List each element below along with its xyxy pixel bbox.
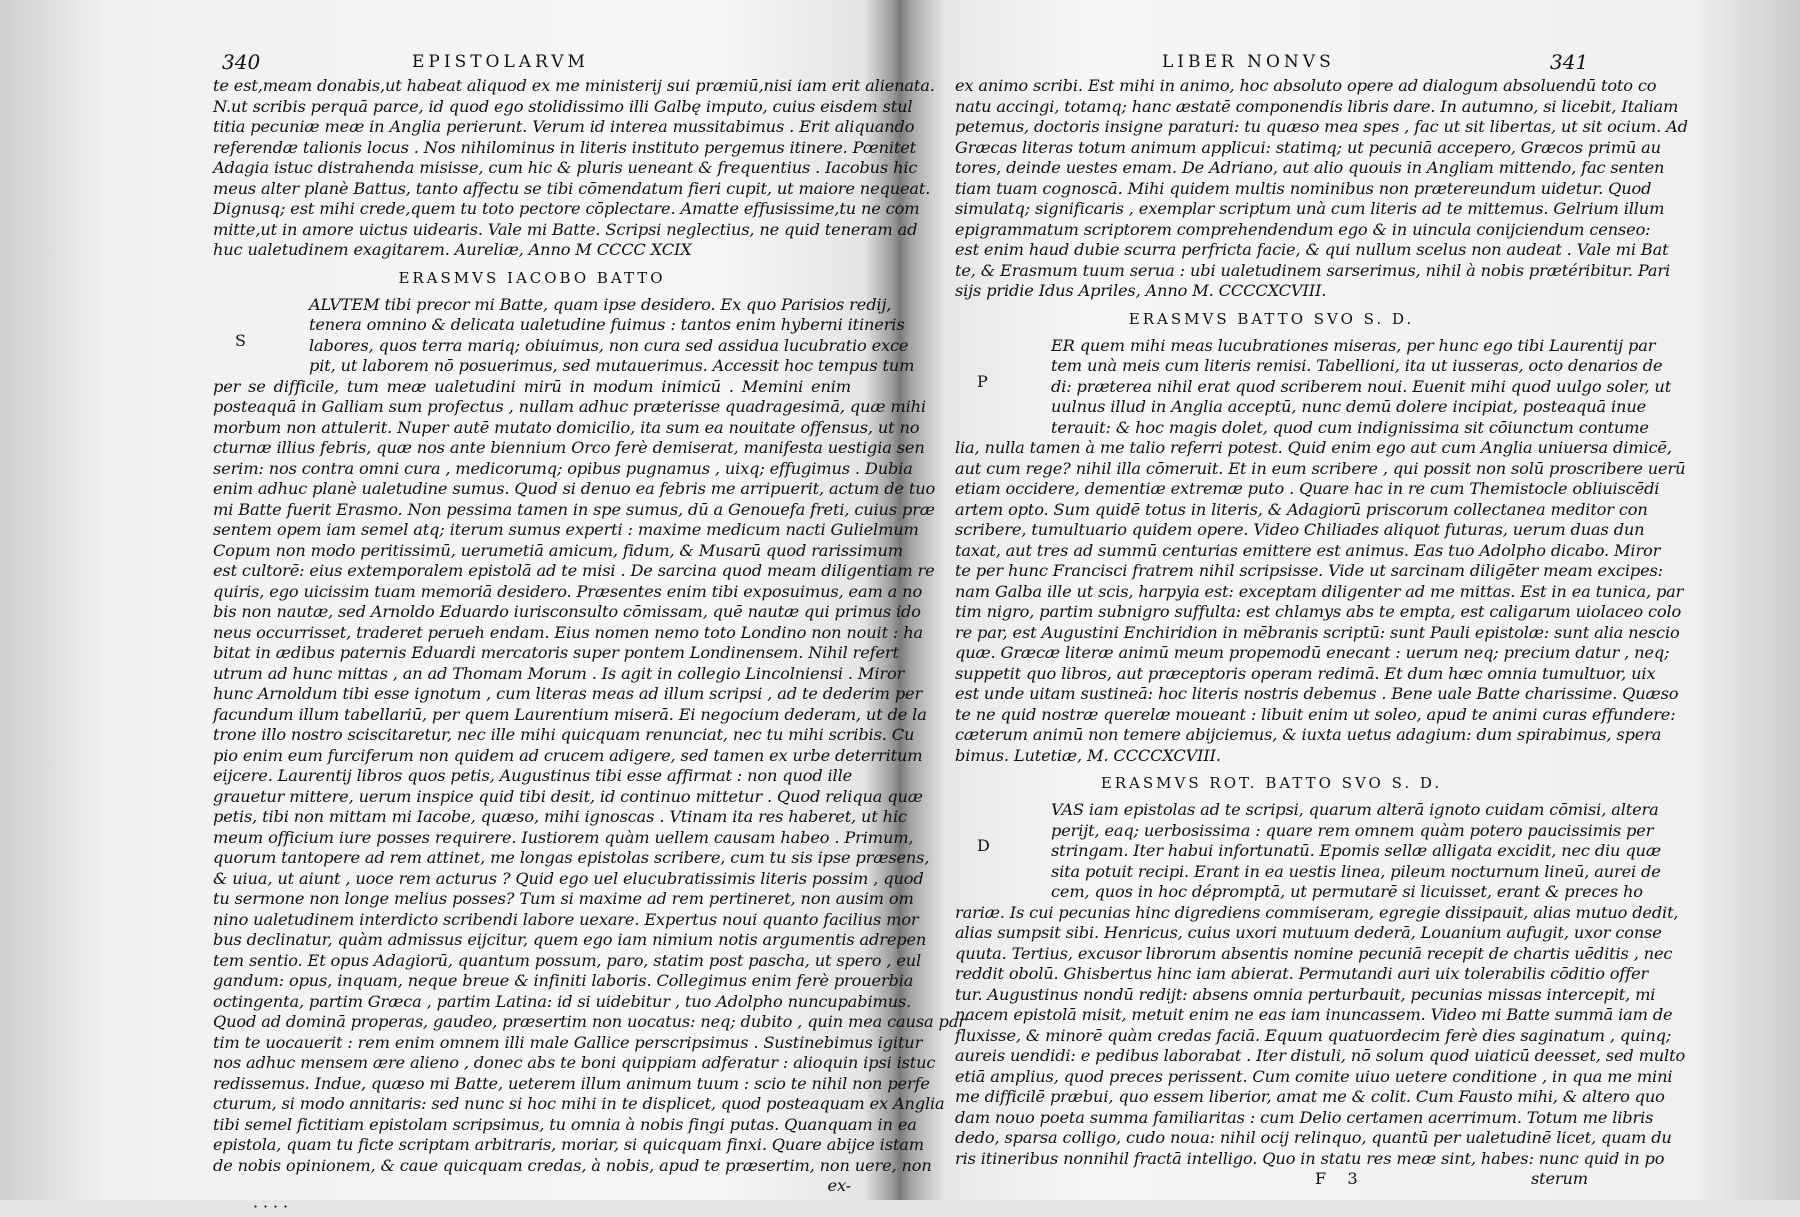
page-number-left: 340 (222, 50, 260, 74)
drop-capital: D (977, 836, 990, 857)
text-line: uulnus illud in Anglia acceptū, nunc demū dolere incipiat, posteaquā inue (955, 397, 1588, 418)
running-head-left: EPISTOLARVM (412, 52, 589, 72)
text-line: quæ. Græcæ literæ animū meum propemodū enecant : uerum neq; precium datur , neq; (955, 643, 1588, 664)
text-line: alias sumpsit sibi. Henricus, cuius uxori mutuum dederā, Louanium aufugit, uxor conse (955, 923, 1588, 944)
text-line: tiam tuam cognoscā. Mihi quidem multis nominibus non prætereundum uidetur. Quod (955, 179, 1588, 200)
text-line: morbum non attulerit. Nuper autē mutato domicilio, ita sum ea nouitate offensus, ut no (213, 418, 851, 439)
text-line: bitat in ædibus paternis Eduardi mercatoris super pontem Londinensem. Nihil refert (213, 643, 851, 664)
text-line: facundum illum tabellariū, per quem Laurentium miserā. Ei negocium dederam, ut de la (213, 705, 851, 726)
text-line: enim adhuc planè ualetudine sumus. Quod si denuo ea febris me arripuerit, actum de tuo (213, 479, 851, 500)
left-text-block (213, 76, 851, 1217)
text-line: dam nouo poeta summa familiaritas : cum Delio certamen acerrimum. Totum me libris (955, 1108, 1588, 1129)
text-line: sita potuit recipi. Erant in ea uestis linea, pileum nocturnum lineū, aurei de (955, 862, 1588, 883)
right-text-block (955, 76, 1588, 1190)
text-line: taxat, aut tres ad summū centurias emittere est animus. Eas tuo Adolpho dicabo. Miror (955, 541, 1588, 562)
text-line: labores, quos terra mariq; obiuimus, non cura sed assidua lucubratio exce (213, 336, 851, 357)
text-line: est enim haud dubie scurra perfricta facie, & qui nullum scelus non audeat . Vale mi Bat (955, 240, 1588, 261)
text-line: petemus, doctoris insigne paraturi: tu quæso mea spes , fac ut sit libertas, ut sit ocium. Ad (955, 117, 1588, 138)
text-line: rariæ. Is cui pecunias hinc digrediens commiseram, egregie dissipauit, alias mutuo dedit, (955, 903, 1588, 924)
text-line: di: præterea nihil erat quod scriberem noui. Euenit mihi quod uulgo soler, ut (955, 377, 1588, 398)
text-line: trone illo nostro sciscitaretur, nec ille mihi quicquam renunciat, nec tu mihi scribis. Cu (213, 725, 851, 746)
text-line: me difficilē præbui, quo essem liberior, amat me & colit. Cum Fausto mihi, & altero quo (955, 1087, 1588, 1108)
text-line: epistola, quam tu ficte scriptam arbitraris, moriar, si quicquam finxi. Quare abijce istam (213, 1135, 851, 1156)
text-line: te ne quid nostræ querelæ moueant : libuit enim ut soleo, apud te animi curas effundere: (955, 705, 1588, 726)
text-line: pio enim eum furciferum non quidem ad crucem adigere, sed tamen ex urbe deterritum (213, 746, 851, 767)
text-line: tim nigro, partim subnigro suffulta: est chlamys abs te empta, est caligarum uiolaceo colo (955, 602, 1588, 623)
text-line: est cultorē: eius extemporalem epistolā ad te misi . De sarcina quod meam diligentiam re (213, 561, 851, 582)
text-line: simulatq; significaris , exemplar scriptum unà cum literis ad te mittemus. Gelrium illum (955, 199, 1588, 220)
catchword: ex- (213, 1176, 851, 1197)
text-line: Quod ad dominā properas, gaudeo, præsertim non uocatus: neq; dubito , quin mea causa par (213, 1012, 851, 1033)
text-line: tur. Augustinus nondū redijt: absens omnia perturbauit, pecunias missas intercepit, mi (955, 985, 1588, 1006)
text-line: referendæ talionis locus . Nos nihilominus in literis instituto pergemus itinere. Pœnitet (213, 138, 851, 159)
text-line: meus alter planè Battus, tanto affectu se tibi cōmendatum fieri cupit, ut maiore nequeat. (213, 179, 851, 200)
text-line: cem, quos in hoc dépromptā, ut permutarē si licuisset, erant & preces ho (955, 882, 1588, 903)
text-line: fluxisse, & minorē quàm credas faciā. Equum quatuordecim ferè dies saginatum , quinq; (955, 1026, 1588, 1047)
text-line: pit, ut laborem nō posuerimus, sed mutauerimus. Accessit hoc tempus tum (213, 356, 851, 377)
page-number-right: 341 (1550, 50, 1588, 74)
text-line: Græcas literas totum animum applicui: statimq; ut pecuniā accepero, Græcos primū au (955, 138, 1588, 159)
text-line: natu accingi, totamq; hanc æstatē componendis libris dare. In autumno, si licebit, Italiam (955, 97, 1588, 118)
text-line: ris itineribus nonnihil fractā intelligo. Quo in statu res meæ sint, habes: nunc quid in po (955, 1149, 1588, 1170)
text-line: sijs pridie Idus Apriles, Anno M. CCCCXCVIII. (955, 281, 1588, 302)
text-line: te est,meam donabis,ut habeat aliquod ex me ministerij sui præmiū,nisi iam erit alienata. (213, 76, 851, 97)
letter-heading: ERASMVS BATTO SVO S. D. (955, 302, 1588, 336)
text-line: gandum: opus, inquam, neque breue & infiniti laboris. Collegimus enim ferè prouerbia (213, 971, 851, 992)
text-line: redissemus. Indue, quæso mi Batte, ueterem illum animum tuum : scio te nihil non perfe (213, 1074, 851, 1095)
text-line: te per hunc Francisci fratrem nihil scripsisse. Vide ut sarcinam diligēter meam excipes: (955, 561, 1588, 582)
text-line: nos adhuc mensem ære alieno , donec abs te boni quippiam adferatur : alioquin ipsi istuc (213, 1053, 851, 1074)
text-line: bis non nautæ, sed Arnoldo Eduardo iurisconsulto cōmissam, quē nautæ qui primus ido (213, 602, 851, 623)
text-line: tem unà meis cum literis remisi. Tabellioni, ita ut iusseras, octo denarios de (955, 356, 1588, 377)
text-line: re par, est Augustini Enchiridion in mēbranis scriptū: sunt Pauli epistolæ: sunt alia nescio (955, 623, 1588, 644)
text-line: octingenta, partim Græca , partim Latina: id si uidebitur , tuo Adolpho nuncupabimus. (213, 992, 851, 1013)
text-line: tim te uocauerit : rem enim omnem illi male Gallice perscripsimus . Sustinebimus igitur (213, 1033, 851, 1054)
text-line: huc ualetudinem exagitarem. Aureliæ, Anno M CCCC XCIX (213, 240, 851, 261)
text-line: petis, tibi non mittam mi Iacobe, quæso, mihi ignoscas . Vtinam ita res haberet, ut hic (213, 807, 851, 828)
text-line: etiam occidere, dementiæ extremæ puto . Quare hac in re cum Themistocle obliuiscēdi (955, 479, 1588, 500)
text-line: titia pecuniæ meæ in Anglia perierunt. Verum id interea mussitabimus . Erit aliquando (213, 117, 851, 138)
text-line: nacem epistolā misit, metuit enim ne eas iam inuncassem. Video mi Batte summā iam de (955, 1005, 1588, 1026)
text-line: serim: nos contra omni cura , medicorumq; opibus pugnamus , uixq; effugimus . Dubia (213, 459, 851, 480)
text-line: hunc Arnoldum tibi esse ignotum , cum literas meas ad illum scripsi , ad te dederim per (213, 684, 851, 705)
text-line: nino ualetudinem interdicto scribendi labore uexare. Expertus noui quanto facilius mor (213, 910, 851, 931)
drop-capital: S (235, 331, 246, 352)
text-line: de nobis opinionem, & caue quicquam credas, à nobis, apud te præsertim, non uere, non (213, 1156, 851, 1177)
text-line: cæterum animū non temere abijciemus, & iuxta uetus adagium: dum spirabimus, spera (955, 725, 1588, 746)
text-line: mi Batte fuerit Erasmo. Non pessima tamen in spe sumus, dū a Genouefa freti, cuius præ (213, 500, 851, 521)
text-line: nam Galba ille ut scis, harpyia est: exceptam diligenter ad me mittas. Est in ea tunica, par (955, 582, 1588, 603)
text-line: te, & Erasmum tuum serua : ubi ualetudinem sarserimus, nihil à nobis prætéribitur. Pari (955, 261, 1588, 282)
text-line: tu sermone non longe melius posses? Tum si maxime ad rem pertineret, non ausim om (213, 889, 851, 910)
text-line: cturum, si modo annitaris: sed nunc si hoc mihi in te displicet, quod posteaquam ex Anglia (213, 1094, 851, 1115)
text-line: ALVTEM tibi precor mi Batte, quam ipse desidero. Ex quo Parisios redij, (213, 295, 851, 316)
text-line: quiris, ego uicissim tuam memoriā desidero. Præsentes enim tibi exposuimus, eam a no (213, 582, 851, 603)
catchword: sterum (1531, 1169, 1588, 1190)
text-line: mitte,ut in amore uictus uidearis. Vale mi Batte. Scripsi neglectius, ne quid teneram ad (213, 220, 851, 241)
text-line: bimus. Lutetiæ, M. CCCCXCVIII. (955, 746, 1588, 767)
text-line: utrum ad hunc mittas , an ad Thomam Morum . Is agit in collegio Lincolniensi . Miror (213, 664, 851, 685)
running-head-right: LIBER NONVS (1162, 52, 1335, 72)
text-line: tores, deinde uestes emam. De Adriano, aut alio quouis in Angliam mittendo, fac senten (955, 158, 1588, 179)
text-line: Adagia istuc distrahenda misisse, cum hic & pluris ueneant & frequentius . Iacobus hic (213, 158, 851, 179)
drop-capital: P (977, 372, 988, 393)
text-line: per se difficile, tum meæ ualetudini mirū in modum inimicū . Memini enim (213, 377, 851, 398)
text-line: grauetur mittere, uerum inspice quid tibi desit, id continuo mittetur . Quod reliqua quæ (213, 787, 851, 808)
text-line: etiā amplius, quod preces perissent. Cum comite uiuo uetere conditione , in qua me mini (955, 1067, 1588, 1088)
text-line: artem opto. Sum quidē totus in literis, & Adagiorū priscorum collectanea meditor con (955, 500, 1588, 521)
text-line: meum officium iure posses requirere. Iustiorem quàm uellem causam habeo . Primum, (213, 828, 851, 849)
bottom-marks: · · · · (213, 1197, 851, 1217)
text-line: stringam. Iter habui infortunatū. Epomis sellæ alligata excidit, nec diu quæ (955, 841, 1588, 862)
text-line: scribere, tumultuario quidem opere. Video Chiliades aliquot futuras, uerum duas dun (955, 520, 1588, 541)
text-line: neus occurrisset, traderet perueh endam. Eius nomen nemo toto Londino non nouit : ha (213, 623, 851, 644)
right-page (900, 0, 1800, 1200)
text-line: aureis uendidi: e pedibus laborabat . Iter distuli, nō solum quod uiaticū deesset, sed multo (955, 1046, 1588, 1067)
text-line: terauit: & hoc magis dolet, quod cum indignissima sit cōiunctum contume (955, 418, 1588, 439)
text-line: sentem opem iam semel atq; iterum sumus experti : maxime medicum nacti Gulielmum (213, 520, 851, 541)
text-line: tem sentio. Et opus Adagiorū, quantum possum, paro, statim post pascha, ut spero , eul (213, 951, 851, 972)
text-line: aut cum rege? nihil illa cōmeruit. Et in eum scribere , qui possit non solū proscribere uerū (955, 459, 1588, 480)
text-line: Copum non modo peritissimū, uerumetiā amicum, fidum, & Musarū quod rarissimum (213, 541, 851, 562)
text-line: VAS iam epistolas ad te scripsi, quarum alterā ignoto cuidam cōmisi, altera (955, 800, 1588, 821)
text-line: ER quem mihi meas lucubrationes miseras, per hunc ego tibi Laurentij par (955, 336, 1588, 357)
text-line: bus declinatur, quàm admissus eijcitur, quem ego iam nimium notis argumentis adrepen (213, 930, 851, 951)
page-footer (955, 1169, 1588, 1190)
text-line: N.ut scribis perquā parce, id quod ego stolidissimo illi Galbę imputo, cuius eisdem stul (213, 97, 851, 118)
text-line: quuta. Tertius, excusor librorum absentis nomine pecuniā recepit de chartis uēditis , nec (955, 944, 1588, 965)
signature-mark: F 3 (1315, 1169, 1366, 1190)
text-line: perijt, eaq; uerbosissima : quare rem omnem quàm potero paucissimis per (955, 821, 1588, 842)
text-line: posteaquā in Galliam sum profectus , nullam adhuc præterisse quadragesimā, quæ mihi (213, 397, 851, 418)
text-line: cturnæ illius febris, quæ nos ante biennium Orco ferè demiserat, manifesta uestigia sen (213, 438, 851, 459)
text-line: eijcere. Laurentij libros quos petis, Augustinus tibi esse affirmat : non quod ille (213, 766, 851, 787)
letter-heading: ERASMVS IACOBO BATTO (213, 261, 851, 295)
text-line: tenera omnino & delicata ualetudine fuimus : tantos enim hyberni itineris (213, 315, 851, 336)
text-line: dedo, sparsa colligo, cudo noua: nihil ocij relinquo, quantū per ualetudinē licet, quam du (955, 1128, 1588, 1149)
text-line: lia, nulla tamen à me talio referri potest. Quid enim ego aut cum Anglia uniuersa dimicē, (955, 438, 1588, 459)
text-line: tibi semel fictitiam epistolam scripsimus, tu omnia à nobis fingi putas. Quanquam in ea (213, 1115, 851, 1136)
left-page (0, 0, 895, 1200)
text-line: suppetit quo libros, aut præceptoris operam redimā. Et dum hæc omnia tumultuor, uix (955, 664, 1588, 685)
text-line: quorum tantopere ad rem attinet, me longas epistolas scribere, cum tu sis ipse præsens, (213, 848, 851, 869)
text-line: epigrammatum scriptorem comprehendendum ego & in uincula conijciendum censeo: (955, 220, 1588, 241)
text-line: est unde uitam sustineā: hoc literis nostris debemus . Bene uale Batte charissime. Quæso (955, 684, 1588, 705)
text-line: & uiua, ut aiunt , uoce rem acturus ? Quid ego uel elucubratissimis literis possim , quod (213, 869, 851, 890)
text-line: reddit obolū. Ghisbertus hinc iam abierat. Permutandi auri uix tolerabilis cōditio offer (955, 964, 1588, 985)
letter-heading: ERASMVS ROT. BATTO SVO S. D. (955, 766, 1588, 800)
text-line: Dignusq; est mihi crede,quem tu toto pectore cōplectare. Amatte effusissime,tu ne com (213, 199, 851, 220)
text-line: ex animo scribi. Est mihi in animo, hoc absoluto opere ad dialogum absoluendū toto co (955, 76, 1588, 97)
